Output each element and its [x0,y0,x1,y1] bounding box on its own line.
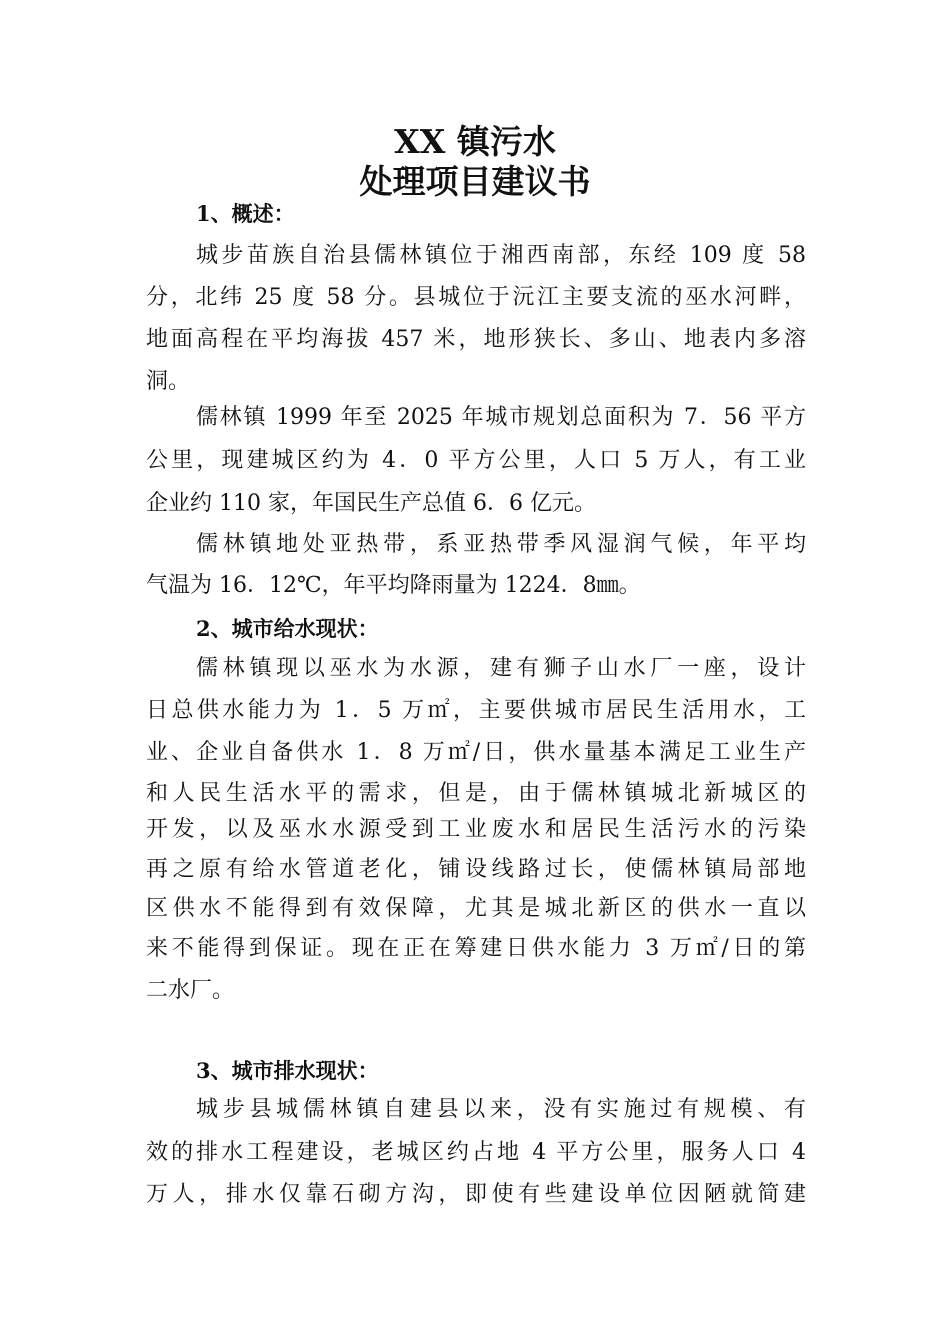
section-3-heading: 3、城市排水现状： [196,1058,379,1083]
paragraph-line: 开发，以及巫水水源受到工业废水和居民生活污水的污染 [146,817,806,842]
paragraph-line: 业、企业自备供水 1．8 万㎡/日，供水量基本满足工业生产 [146,740,806,765]
section-1-heading: 1、概述： [196,201,295,226]
paragraph-line: 二水厂。 [146,978,235,1003]
paragraph-line: 儒林镇现以巫水为水源，建有狮子山水厂一座，设计 [196,656,806,681]
paragraph-line: 企业约 110 家，年国民生产总值 6．6 亿元。 [146,491,596,516]
paragraph-line: 公里，现建城区约为 4．0 平方公里，人口 5 万人，有工业 [146,448,806,473]
paragraph-line: 儒林镇地处亚热带，系亚热带季风湿润气候，年平均 [196,532,806,557]
paragraph-line: 洞。 [146,369,191,394]
paragraph-line: 气温为 16．12℃，年平均降雨量为 1224．8㎜。 [146,573,641,598]
paragraph-line: 分，北纬 25 度 58 分。县城位于沅江主要支流的巫水河畔， [146,285,806,310]
paragraph-line: 日总供水能力为 1．5 万㎡，主要供城市居民生活用水，工 [146,698,806,723]
paragraph-line: 儒林镇 1999 年至 2025 年城市规划总面积为 7．56 平方 [196,405,806,430]
paragraph-line: 城步县城儒林镇自建县以来，没有实施过有规模、有 [196,1097,806,1122]
paragraph-line: 区供水不能得到有效保障，尤其是城北新区的供水一直以 [146,896,806,921]
paragraph-line: 万人，排水仅靠石砌方沟，即使有些建设单位因陋就简建 [146,1182,806,1207]
paragraph-line: 再之原有给水管道老化，铺设线路过长，使儒林镇局部地 [146,857,806,882]
paragraph-line: 来不能得到保证。现在正在筹建日供水能力 3 万㎡/日的第 [146,936,806,961]
paragraph-line: 和人民生活水平的需求，但是，由于儒林镇城北新城区的 [146,781,806,806]
paragraph-line: 地面高程在平均海拔 457 米，地形狭长、多山、地表内多溶 [146,327,806,352]
paragraph-line: 效的排水工程建设，老城区约占地 4 平方公里，服务人口 4 [146,1140,806,1165]
document-title-line-1: XX 镇污水 [394,122,556,161]
paragraph-line: 城步苗族自治县儒林镇位于湘西南部，东经 109 度 58 [196,243,806,268]
document-title-line-2: 处理项目建议书 [359,162,591,201]
section-2-heading: 2、城市给水现状： [196,616,379,641]
